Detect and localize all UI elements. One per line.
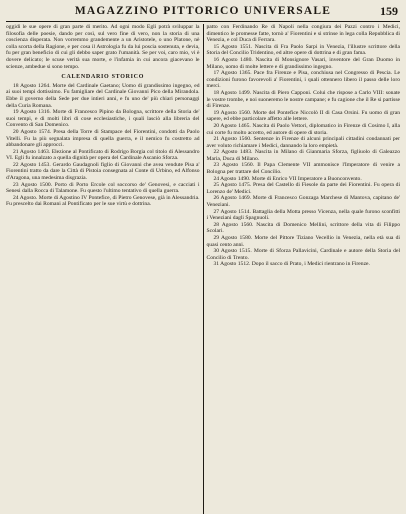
calendar-entry: 15 Agosto 1551. Nascita di Fra Paolo Sarpi in Venezia, l'illustre scrittore della Storia del Concilio Tridentino, ed altre opere di dottrina e di gran fama. (206, 43, 400, 57)
page-header (6, 4, 400, 18)
calendar-entry: 22 Agosto 1483. Nascita in Milano di Gianmaria Sforza, figliuolo di Galeazzo Maria, Duca di Milano. (206, 149, 400, 162)
calendar-entry: 19 Agosto 1316. Morte di Francesco Pipino da Bologna, scrittore della Storia de' suoi tempi, e di molti libri di cose ecclesiastiche, i quali lasciò alla libreria del Convento di San Domenico. (6, 109, 200, 129)
calendar-entry: 25 Agosto 1475. Presa del Castello di Fiesole da parte dei Fiorentini. Fu opera di Lorenzo de' Medici. (206, 182, 400, 195)
calendar-entry: 21 Agosto 1463. Elezione al Pontificato di Rodrigo Borgia col titolo di Alessandro VI. Egli fu innalzato a quella dignità per opera del Cardinale Ascanio Sforza. (6, 148, 200, 162)
calendar-entry: 27 Agosto 1514. Battaglia della Motta presso Vicenza, nella quale furono sconfitti i Veneziani dagli Spagnuoli. (206, 208, 400, 222)
calendar-entry: 30 Agosto 1515. Morte di Sforza Pallavicini, Cardinale e autore della Storia del Concilio di Trento. (206, 248, 400, 261)
calendar-entry: 23 Agosto 1500. Porto di Porto Ercole col soccorso de' Genovesi, e cacciati i Senesi dalla Rocca di Talamone. Fu questo l'ultimo tentativo di quella guerra. (6, 181, 200, 195)
calendar-entry: 24 Agosto 1490. Morte di Enrico VII Imperatore a Buonconvento. (213, 175, 362, 182)
left-intro-paragraph: oggidì le sue opere di gran parte di merito. Ad ogni modo Egli potrà sviluppar la filosofia delle poesie, dando per così, sul vero fine di vero, non la storia di una coscienza disperata. Non vorremmo grandemente a un Aristotele, o uno Platone, nè colla scorta della Ragione, e per cosa il Astrologia fu da lui poscia sostenuta, e devia, fu per gran beneficio di cui gli debbo saper grato l'umanità. Se per voi, caro mio, vi è dovere delicato; le scuse verità sua morte, e l'infamia in cui ancora giacevano le scienze, ambedue si sono tempo. (6, 24, 200, 70)
calendar-entry: patto con Ferdinando Re di Napoli nella congiura dei Pazzi contro i Medici, dimentico le promesse fatte, tornò a' Fiorentini e si strinse in lega colla Repubblica di Venezia, e col Duca di Ferrara. (206, 24, 400, 44)
calendar-entry: 16 Agosto 1480. Nascita di Monsignore Vasari, inventore del Gran Duomo in Milano, uomo di molte lettere e di grandissimo ingegno. (206, 56, 400, 70)
page-number: 159 (380, 4, 398, 18)
calendar-entry: 28 Agosto 1560. Nascita di Domenico Mellini, scrittore della vita di Filippo Scolari. (206, 221, 400, 235)
calendar-entry: 19 Agosto 1560. Morte del Pontefice Niccolò II di Casa Orsini. Fu uomo di gran sapere, ed ebbe particolare affetto alle lettere. (206, 109, 400, 123)
calendar-entry: 31 Agosto 1512. Dopo il sacco di Prato, i Medici rientrano in Firenze. (213, 261, 370, 268)
text-columns (6, 24, 400, 514)
header-rule (6, 21, 400, 22)
right-column (204, 24, 401, 514)
calendar-entry: 18 Agosto 1264. Morte del Cardinale Gaetano; Uomo di grandissimo ingegno, ed ai suoi tempi dottissimo. Fu famigliare del Cardinale Giovanni Pico della Mirandola. Ebbe il governo della Sede per due intieri anni, e fu uno de' più chiari personaggi della Curia Romana. (6, 82, 200, 109)
periodical-title: MAGAZZINO PITTORICO UNIVERSALE (74, 5, 332, 17)
calendar-entry: 24 Agosto. Morte di Agostino IV Pontefice, di Pietro Genovese, già in Alessandria. Fu prescelto dai Romani al Pontificato per le sue virtù e dottrina. (6, 194, 200, 208)
calendar-entry: 18 Agosto 1499. Nascita di Piero Capponi. Colui che rispose a Carlo VIII: sonate le vostre trombe, e noi suoneremo le nostre campane; e fu cagione che il Re si partisse di Firenze. (206, 89, 400, 110)
calendar-entry: 20 Agosto 1465. Nascita di Paolo Vettori, diplomatico in Firenze di Cosimo I, alla cui corte fu molto accetto, ed autore di opere di storia. (206, 122, 400, 136)
calendar-entry: 26 Agosto 1469. Morte di Francesco Gonzaga Marchese di Mantova, capitano de' Veneziani. (206, 195, 400, 209)
calendar-entry: 22 Agosto 1453. Gerardo Gaudagnoli figlio di Giovanni che avea vendute Pisa a' Fiorentini tratto da dare la Città di Pistoia consegnata al Conte di Urbino, ed Alfonso d'Aragona, una medesima disgrazia. (6, 161, 200, 182)
section-title: CALENDARIO STORICO (61, 74, 145, 81)
left-column (6, 24, 203, 514)
calendar-entry: 17 Agosto 1365. Pace fra Firenze e Pisa, conchiusa nel Congresso di Pescia. Le condizioni furono favorevoli a' Fiorentini, i quali ottennero libero il passo delle loro merci. (206, 70, 400, 90)
calendar-entry: 29 Agosto 1580. Morte del Pittore Tiziano Vecellio in Venezia, nella età sua di quasi cento anni. (206, 235, 400, 248)
calendar-entry: 23 Agosto 1560. Il Papa Clemente VII ammonisce l'Imperatore di venire a Bologna per trattare del Concilio. (206, 162, 400, 176)
calendar-entry: 21 Agosto 1560. Sentenze in Firenze di alcuni principali cittadini condannati per aver voluto richiamare i Medici, dannando la loro empietà. (206, 136, 400, 149)
calendar-entry: 20 Agosto 1574. Presa della Torre di Stampace del Fiorentini, condotti da Paolo Vitelli. Fu la più segnalata impresa di quella guerra, e il nemico fu costretto ad abbandonare gli approcci. (6, 128, 200, 149)
